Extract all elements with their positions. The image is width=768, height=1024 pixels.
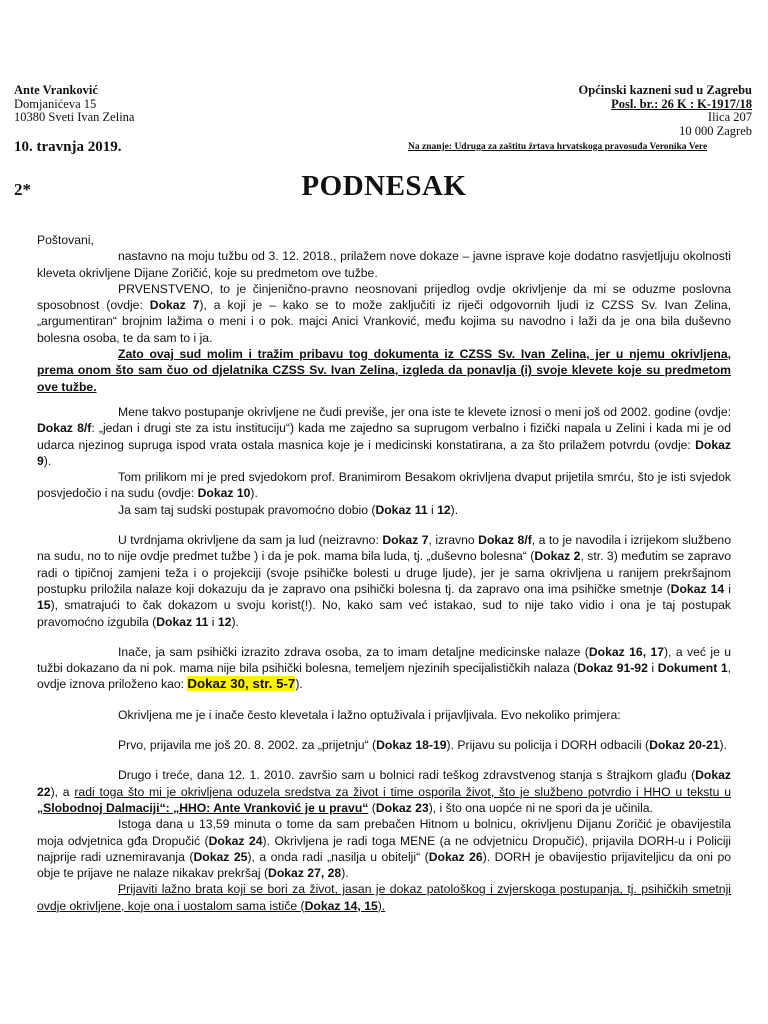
- sender-name: Ante Vranković: [14, 83, 98, 97]
- paragraph-10: Prvo, prijavila me još 20. 8. 2002. za „prijetnju“ (Dokaz 18-19). Prijavu su policija i DORH odbacili (Dokaz 20-21).: [118, 738, 727, 753]
- paragraph-5: Tom prilikom mi je pred svjedokom prof. Branimirom Besakom okrivljena dvaput prijetila smrću, što je isti svjedok posvjedočio i na sudu (ovdje: Dokaz 10).: [37, 470, 731, 501]
- paragraph-2: PRVENSTVENO, to je činjenično-pravno neosnovani prijedlog ovdje okrivljenje da mi se oduzme poslovna sposobnost (ovdje: Dokaz 7), a koji je – kako se to može zaključiti iz riječi odgovornih ljudi iz CZSS Sv. Ivan Zelina, „argumentiran“ brojnim lažima o meni i o pok. majci Anici Vranković, među kojima su navodno i laži da je ona bila duševno bolesna osoba, te da sam to i ja.: [37, 281, 731, 345]
- court-city: 10 000 Zagreb: [679, 123, 752, 138]
- paragraph-13: Prijaviti lažno brata koji se bori za život, jasan je dokaz patološkog i zvjerskoga postupanja, tj. psihičkih smetnji ovdje okrivljene, koje ona i uostalom sama ističe (Dokaz 14, 15).: [37, 882, 731, 913]
- paragraph-7: U tvrdnjama okrivljene da sam ja lud (neizravno: Dokaz 7, izravno Dokaz 8/f, a to je navodila i izrijekom službeno na sudu, no to nije ovdje predmet tužbe ) i da je pok. mama bila luda, tj. „duševno bolesna“ (Dokaz 2, str. 3) međutim se zapravo radi o tipičnoj zamjeni teža i o projekciji (svoje psihičke bolesti u druge ljude), jer je sama okrivljena u ranijem prekršajnom postupku priložila nalaze koji dokazuju da je zapravo ona psihički bolesna tj. da zapravo ona ima psihičke smetnje (Dokaz 14 i 15), smatrajući to čak dokazom u svoju korist(!). No, kako sam već istakao, sud to nije tako vidio i ona je taj postupak pravomoćno izgubila (Dokaz 11 i 12).: [37, 533, 731, 629]
- salutation: Poštovani,: [37, 233, 94, 247]
- sender-city: 10380 Sveti Ivan Zelina: [14, 110, 135, 124]
- court-street: Ilica 207: [707, 110, 752, 124]
- paragraph-6: Ja sam taj sudski postupak pravomoćno dobio (Dokaz 11 i 12).: [118, 502, 459, 517]
- highlighted-evidence: Dokaz 30, str. 5-7: [187, 676, 296, 692]
- document-body: [37, 232, 731, 914]
- page-mark: 2*: [14, 180, 31, 199]
- paragraph-4: Mene takvo postupanje okrivljene ne čudi previše, jer ona iste te klevete iznosi o meni još od 2002. godine (ovdje: Dokaz 8/f: „jedan i drugi ste za istu instituciju“) kada me zajedno sa suprugom verbalno i fizički napala u Zelini i kada mi je od udarca njezinog supruga ispod vrata ostala masnica koje je i medicinski konstatirana, a za što prilažem potvrdu (ovdje: Dokaz 9).: [37, 404, 731, 468]
- case-number: Posl. br.: 26 K : K-1917/18: [611, 96, 752, 111]
- notice-line: Na znanje: Udruga za zaštitu žrtava hrvatskoga pravosuđa Veronika Vere: [408, 142, 708, 152]
- document-date: 10. travnja 2019.: [14, 139, 122, 155]
- sender-block: [14, 84, 134, 125]
- paragraph-3-request: Zato ovaj sud molim i tražim pribavu tog dokumenta iz CZSS Sv. Ivan Zelina, jer u njemu okrivljena, prema onom što sam čuo od djelatnika CZSS Sv. Ivan Zelina, izgleda da ponavlja (i) svoje klevete koje su predmetom ove tužbe.: [37, 347, 731, 394]
- paragraph-11: Drugo i treće, dana 12. 1. 2010. završio sam u bolnici radi teškog zdravstvenog stanja s štrajkom glađu (Dokaz 22), a radi toga što mi je okrivljena oduzela sredstva za život i time osporila život, što je službeno potvrdio i HHO u tekstu u „Slobodnoj Dalmaciji“: „HHO: Ante Vranković je u pravu“ (Dokaz 23), i što ona uopće ni ne spori da je učinila.: [37, 768, 731, 815]
- paragraph-1: nastavno na moju tužbu od 3. 12. 2018., prilažem nove dokaze – javne isprave koje dodatno rasvjetljuju okolnosti kleveta okrivljene Dijane Zoričić, koje su predmetom ove tužbe.: [37, 249, 731, 280]
- paragraph-12: Istoga dana u 13,59 minuta o tome da sam prebačen Hitnom u bolnicu, okrivljenu Dijanu Zoričić je obavijestila moja odvjetnica gđa Dropučić (Dokaz 24). Okrivljena je radi toga MENE (a ne odvjetnicu Dropučić), prijavila DORH-u i Policiji najprije radi uznemiravanja (Dokaz 25), a onda radi „nasilja u obitelji“ (Dokaz 26). DORH je obavijestio prijaviteljicu da oni po obje te prijave ne nalaze nikakav prekršaj (Dokaz 27, 28).: [37, 817, 732, 881]
- document-title: PODNESAK: [301, 170, 467, 202]
- sender-street: Domjanićeva 15: [14, 96, 97, 111]
- court-block: [579, 84, 752, 138]
- court-name: Općinski kazneni sud u Zagrebu: [578, 83, 752, 97]
- paragraph-9: Okrivljena me je i inače često klevetala i lažno optuživala i prijavljivala. Evo nekoliko primjera:: [118, 707, 621, 722]
- paragraph-8: Inače, ja sam psihički izrazito zdrava osoba, za to imam detaljne medicinske nalaze (Dokaz 16, 17), a već je u tužbi dokazano da ni pok. mama nije bila psihički bolesna, temeljem njezinih specijalističkih nalaza (Dokaz 91-92 i Dokument 1, ovdje iznova priloženo kao: Dokaz 30, str. 5-7).: [37, 644, 732, 692]
